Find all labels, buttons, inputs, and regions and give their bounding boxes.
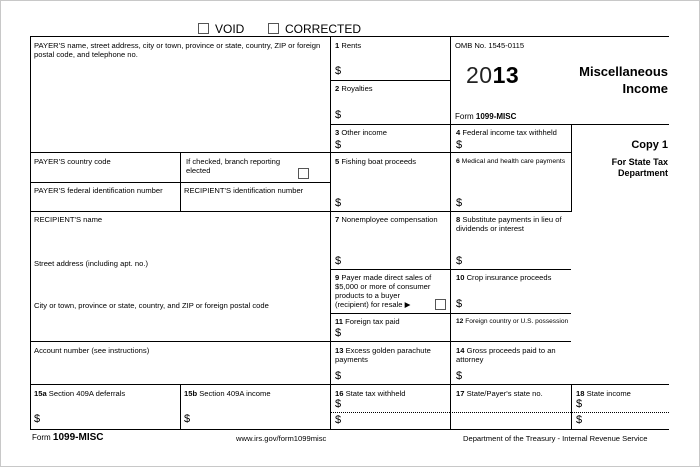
divider-col-1: [330, 36, 331, 429]
form-id-box: Form 1099-MISC: [455, 112, 517, 121]
divider-left-3: [30, 211, 330, 212]
copy-for-line2: Department: [617, 168, 668, 178]
tax-year: 2013: [466, 62, 520, 88]
payer-country-label: PAYER'S country code: [34, 157, 111, 166]
box-17: 17 State/Payer's state no.: [456, 389, 543, 398]
copy-for-line1: For State Tax: [611, 157, 668, 167]
box-18: 18 State income: [576, 389, 631, 398]
box-15a: 15a Section 409A deferrals: [34, 389, 126, 398]
box-5-dollar: $: [335, 197, 342, 209]
divider-b9-b11: [330, 313, 571, 314]
corrected-checkbox[interactable]: [268, 23, 279, 34]
street-address-label: Street address (including apt. no.): [34, 259, 148, 268]
divider-col-2: [450, 36, 451, 429]
box-13-dollar: $: [335, 370, 342, 382]
box-16-dotted-separator: [330, 412, 450, 413]
box-16-dollar-2: $: [335, 414, 342, 426]
form-title-line2: Income: [622, 81, 668, 96]
recipient-name-label: RECIPIENT'S name: [34, 215, 103, 224]
footer-department: Department of the Treasury - Internal Revenue Service: [463, 434, 648, 443]
fatca-checkbox[interactable]: [298, 168, 309, 179]
recipient-id-label: RECIPIENT'S identification number: [184, 186, 304, 195]
box-15a-dollar: $: [34, 413, 41, 425]
box-2: 2 Royalties: [335, 84, 373, 93]
box-18-dollar-1: $: [576, 398, 583, 410]
divider-b7-b9: [330, 269, 571, 270]
divider-left-4: [30, 341, 330, 342]
box-14: 14 Gross proceeds paid to an attorney: [456, 346, 556, 364]
void-label: VOID: [215, 22, 245, 36]
payer-fed-id-label: PAYER'S federal identification number: [34, 186, 163, 195]
divider-left-2: [30, 182, 330, 183]
box-7: 7 Nonemployee compensation: [335, 215, 438, 224]
box-5: 5 Fishing boat proceeds: [335, 157, 417, 166]
form-title-line1: Miscellaneous: [579, 64, 668, 79]
box-6-dollar: $: [456, 197, 463, 209]
divider-b11-b13: [330, 341, 571, 342]
omb-number: OMB No. 1545-0115: [455, 41, 525, 50]
box-3-dollar: $: [335, 139, 342, 151]
box-8-dollar: $: [456, 255, 463, 267]
form-bottom-border: [30, 429, 669, 430]
box-8: 8 Substitute payments in lieu of dividends or interest: [456, 215, 562, 233]
divider-b5-b7: [330, 211, 571, 212]
divider-left-1: [30, 152, 330, 153]
box-4: 4 Federal income tax withheld: [456, 128, 557, 137]
box-9-checkbox[interactable]: [435, 299, 446, 310]
form-left-border: [30, 36, 31, 429]
divider-b1-b2: [330, 80, 450, 81]
form-top-border: [30, 36, 669, 37]
divider-row-15: [30, 384, 669, 385]
box-9: 9 Payer made direct sales of $5,000 or more of consumer products to a buyer (recipient) for resale ▶: [335, 273, 432, 309]
box-14-dollar: $: [456, 370, 463, 382]
fatca-label: If checked, branch reporting elected: [186, 157, 281, 175]
box-7-dollar: $: [335, 255, 342, 267]
box-16: 16 State tax withheld: [335, 389, 406, 398]
box-18-dollar-2: $: [576, 414, 583, 426]
divider-15-split: [180, 384, 181, 429]
account-number-label: Account number (see instructions): [34, 346, 150, 355]
void-checkbox[interactable]: [198, 23, 209, 34]
divider-b3-b5: [330, 152, 571, 153]
box-3: 3 Other income: [335, 128, 387, 137]
divider-b2-b3: [330, 124, 669, 125]
corrected-label: CORRECTED: [285, 22, 362, 36]
box-10: 10 Crop insurance proceeds: [456, 273, 552, 282]
box-12: 12 Foreign country or U.S. possession: [456, 318, 569, 325]
box-6: 6 Medical and health care payments: [456, 158, 566, 165]
box-1: 1 Rents: [335, 41, 362, 50]
footer-url: www.irs.gov/form1099misc: [236, 434, 327, 443]
divider-col-3-upper: [571, 124, 572, 212]
box-1-dollar: $: [335, 65, 342, 77]
box-11: 11 Foreign tax paid: [335, 317, 400, 326]
box-2-dollar: $: [335, 109, 342, 121]
divider-col-3-lower: [571, 384, 572, 429]
box-15b-dollar: $: [184, 413, 191, 425]
form-right-edge: [669, 36, 670, 429]
box-4-dollar: $: [456, 139, 463, 151]
box-15b: 15b Section 409A income: [184, 389, 271, 398]
box-11-dollar: $: [335, 327, 342, 339]
box-10-dollar: $: [456, 298, 463, 310]
box-17-dotted-separator: [450, 412, 571, 413]
copy-label: Copy 1: [631, 139, 668, 151]
footer-form-id: Form 1099-MISC: [32, 432, 104, 443]
payer-name-label: PAYER'S name, street address, city or town, province or state, country, ZIP or foreign postal code, and telephone no.: [34, 41, 321, 59]
box-16-dollar-1: $: [335, 398, 342, 410]
city-label: City or town, province or state, country, and ZIP or foreign postal code: [34, 301, 269, 310]
box-18-dotted-separator: [571, 412, 669, 413]
box-13: 13 Excess golden parachute payments: [335, 346, 431, 364]
